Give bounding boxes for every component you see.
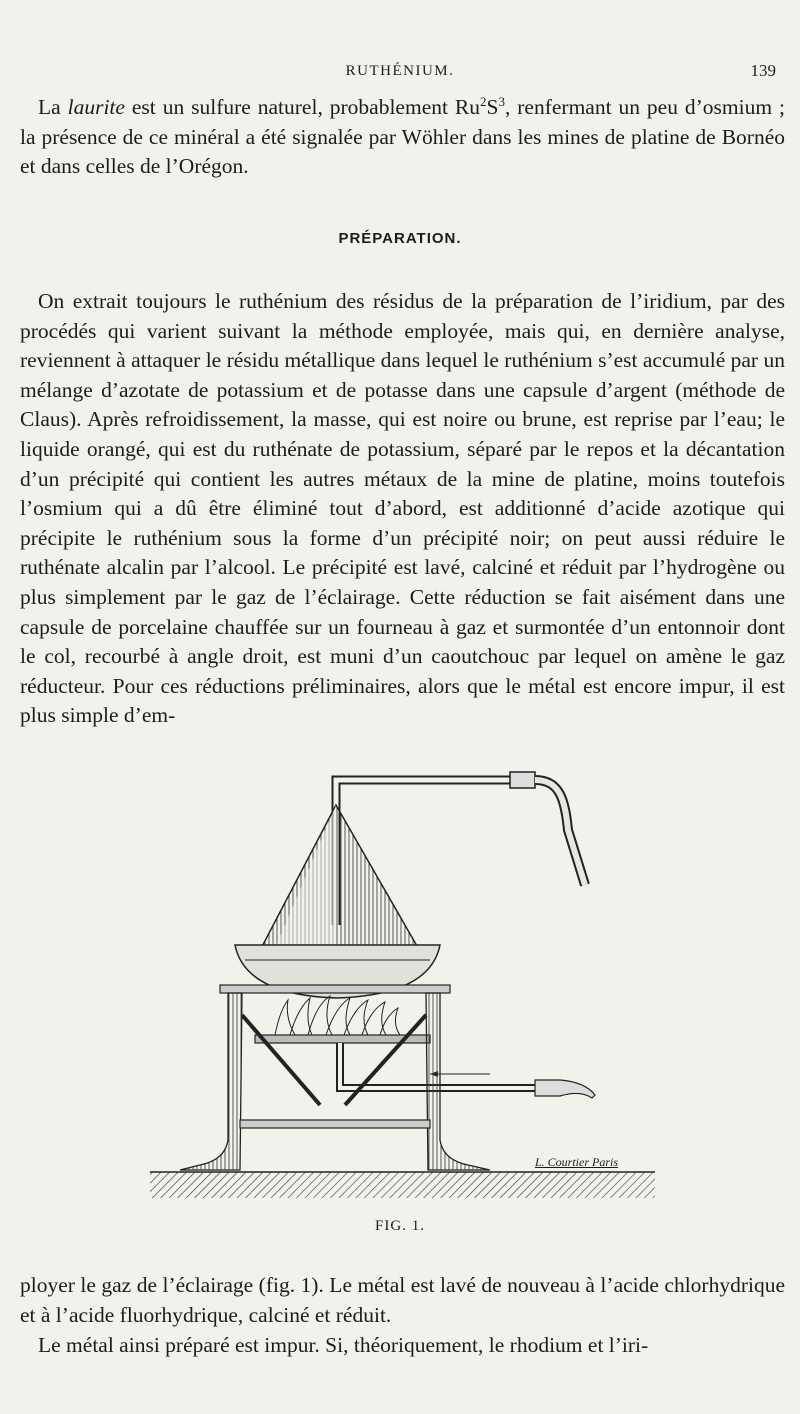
- page-number: 139: [750, 61, 776, 80]
- page-header: [0, 60, 800, 86]
- subscript-3: 3: [498, 93, 505, 109]
- gas-flames: [275, 996, 400, 1035]
- para1-text-b: est un sulfure naturel, probablement Ru: [124, 95, 480, 119]
- paragraph-impure-metal: Le métal ainsi préparé est impur. Si, théoriquement, le rhodium et l’iri-: [38, 1333, 649, 1357]
- running-head: RUTHÉNIUM.: [345, 63, 455, 79]
- subscript-2: 2: [479, 93, 487, 109]
- paragraph-continuation: ployer le gaz de l’éclairage (fig. 1). Le métal est lavé de nouveau à l’acide chlorhydrique et à l’acide fluorhydrique, calciné et réduit.: [20, 1273, 785, 1327]
- paragraph-preparation: On extrait toujours le ruthénium des résidus de la préparation de l’iridium, par des procédés qui varient suivant la méthode employée, mais qui, en dernière analyse, reviennent à attaquer le résidu métallique dans lequel le ruthénium s’est accumulé par un mélange d’azotate de potassium et de potasse dans une capsule d’argent (méthode de Claus). Après refroidissement, la masse, qui est noire ou brune, est reprise par l’eau; le liquide orangé, qui est du ruthénate de potassium, séparé par le repos et la décantation d’un précipité qui contient les autres métaux de la mine de platine, moins toutefois l’osmium qui a dû être éliminé tout d’abord, est additionné d’acide azotique qui précipite le ruthénium sous la forme d’un précipité noir; on peut aussi réduire le ruthénate alcalin par l’alcool. Le précipité est lavé, calciné et réduit par l’hydrogène ou plus simplement par le gaz de l’éclairage. Cette réduction se fait aisément dans une capsule de porcelaine chauffée sur un fourneau à gaz et surmontée d’un entonnoir dont le col, recourbé à angle droit, est muni d’un caoutchouc par lequel on amène le gaz réducteur. Pour ces réductions préliminaires, alors que le métal est encore impur, il est plus simple d’em-: [20, 289, 785, 728]
- paragraph-laurite: [20, 93, 785, 182]
- stand-leg-right: [426, 993, 490, 1170]
- apparatus-illustration: [140, 760, 660, 1200]
- figure-caption: FIG. 1.: [375, 1218, 425, 1234]
- engraver-credit: L. Courtier Paris: [535, 1155, 619, 1169]
- para1-text-a: La: [38, 95, 68, 119]
- section-title: PRÉPARATION.: [338, 230, 462, 247]
- figure-apparatus: [140, 760, 660, 1200]
- para1-text-d: , renfermant un peu d’osmium ; la présence de ce minéral a été signalée par Wöhler dans les mines de platine de Bornéo et dans celles de l’Orégon.: [20, 95, 785, 179]
- term-laurite: laurite: [67, 95, 125, 119]
- ground-hatching: [150, 1172, 655, 1198]
- para1-text-c: S: [486, 95, 499, 119]
- stand-leg-left: [180, 993, 242, 1170]
